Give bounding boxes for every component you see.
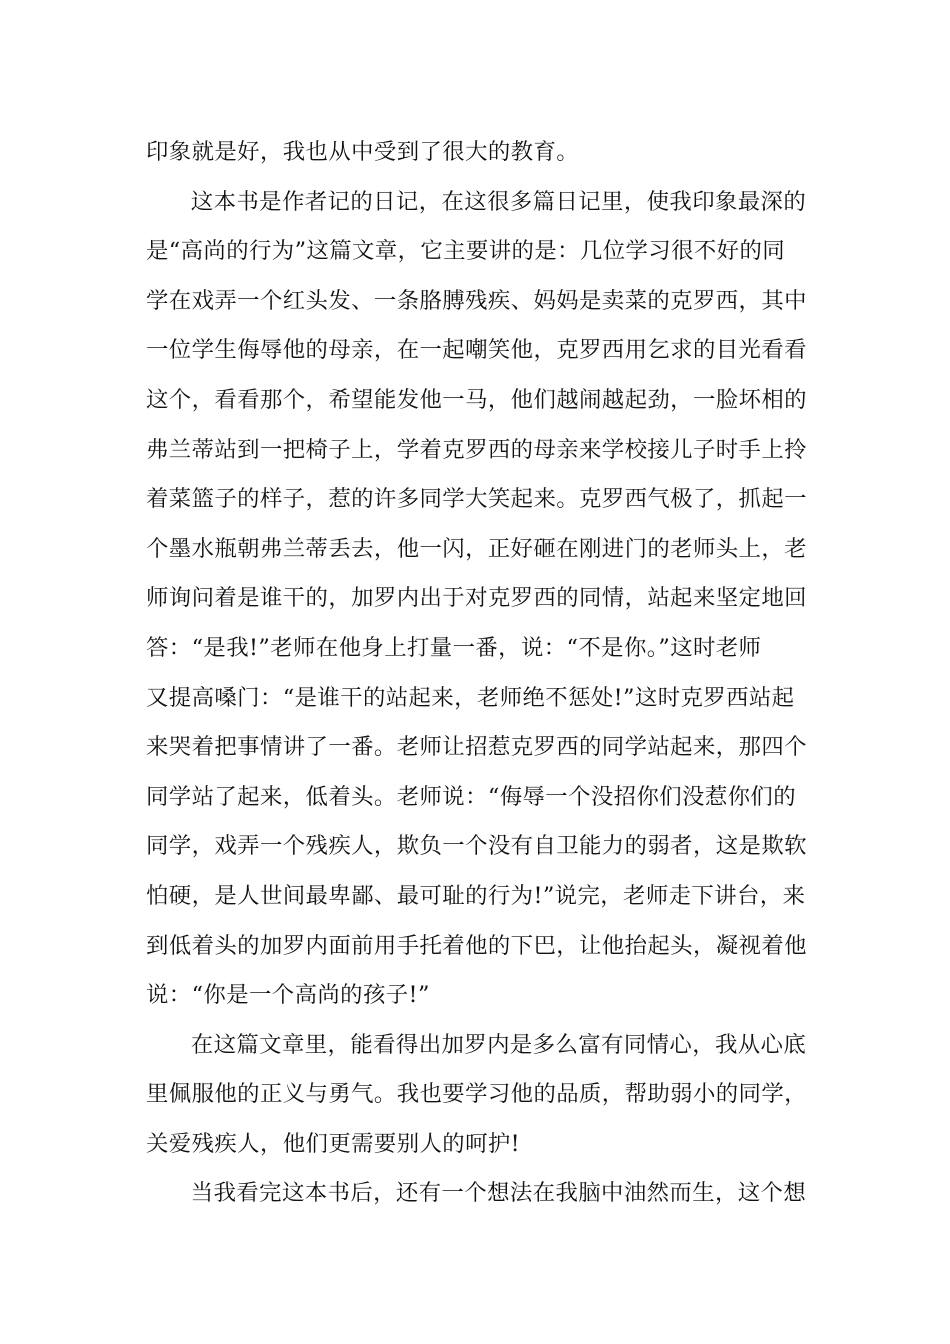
text-line: 这个，看看那个，希望能发他一马，他们越闹越起劲，一脸坏相的 xyxy=(146,386,807,413)
text-line: 里佩服他的正义与勇气。我也要学习他的品质，帮助弱小的同学， xyxy=(146,1081,807,1108)
body-text xyxy=(146,128,810,1219)
text-line: 又提高嗓门：“是谁干的站起来，老师绝不惩处!”这时克罗西站起 xyxy=(146,684,795,711)
text-line: 印象就是好，我也从中受到了很大的教育。 xyxy=(146,139,580,165)
text-line: 说：“你是一个高尚的孩子!” xyxy=(146,982,430,1009)
text-line: 弗兰蒂站到一把椅子上，学着克罗西的母亲来学校接儿子时手上拎 xyxy=(146,436,807,463)
text-line: 在这篇文章里，能看得出加罗内是多么富有同情心，我从心底 xyxy=(190,1031,807,1058)
text-line: 当我看完这本书后，还有一个想法在我脑中油然而生，这个想 xyxy=(190,1180,807,1207)
text-line: 同学站了起来，低着头。老师说：“侮辱一个没招你们没惹你们的 xyxy=(146,783,796,810)
text-line: 关爱残疾人，他们更需要别人的呵护! xyxy=(146,1130,521,1157)
text-line: 师询问着是谁干的，加罗内出于对克罗西的同情，站起来坚定地回 xyxy=(146,585,807,612)
text-line: 来哭着把事情讲了一番。老师让招惹克罗西的同学站起来，那四个 xyxy=(146,734,807,761)
text-line: 个墨水瓶朝弗兰蒂丢去，他一闪，正好砸在刚进门的老师头上，老 xyxy=(146,535,807,562)
text-line: 是“高尚的行为”这篇文章，它主要讲的是：几位学习很不好的同 xyxy=(146,238,786,265)
text-line: 这本书是作者记的日记，在这很多篇日记里，使我印象最深的 xyxy=(190,188,807,215)
text-line: 一位学生侮辱他的母亲，在一起嘲笑他，克罗西用乞求的目光看看 xyxy=(146,337,807,364)
text-line: 学在戏弄一个红头发、一条胳膊残疾、妈妈是卖菜的克罗西，其中 xyxy=(146,287,807,314)
text-line: 怕硬，是人世间最卑鄙、最可耻的行为!”说完，老师走下讲台，来 xyxy=(146,882,806,909)
text-line: 到低着头的加罗内面前用手托着他的下巴，让他抬起头，凝视着他 xyxy=(146,932,807,959)
text-line: 答：“是我!”老师在他身上打量一番，说：“不是你。”这时老师 xyxy=(146,634,762,661)
text-line: 着菜篮子的样子，惹的许多同学大笑起来。克罗西气极了，抓起一 xyxy=(146,486,807,513)
text-line: 同学，戏弄一个残疾人，欺负一个没有自卫能力的弱者，这是欺软 xyxy=(146,833,807,860)
